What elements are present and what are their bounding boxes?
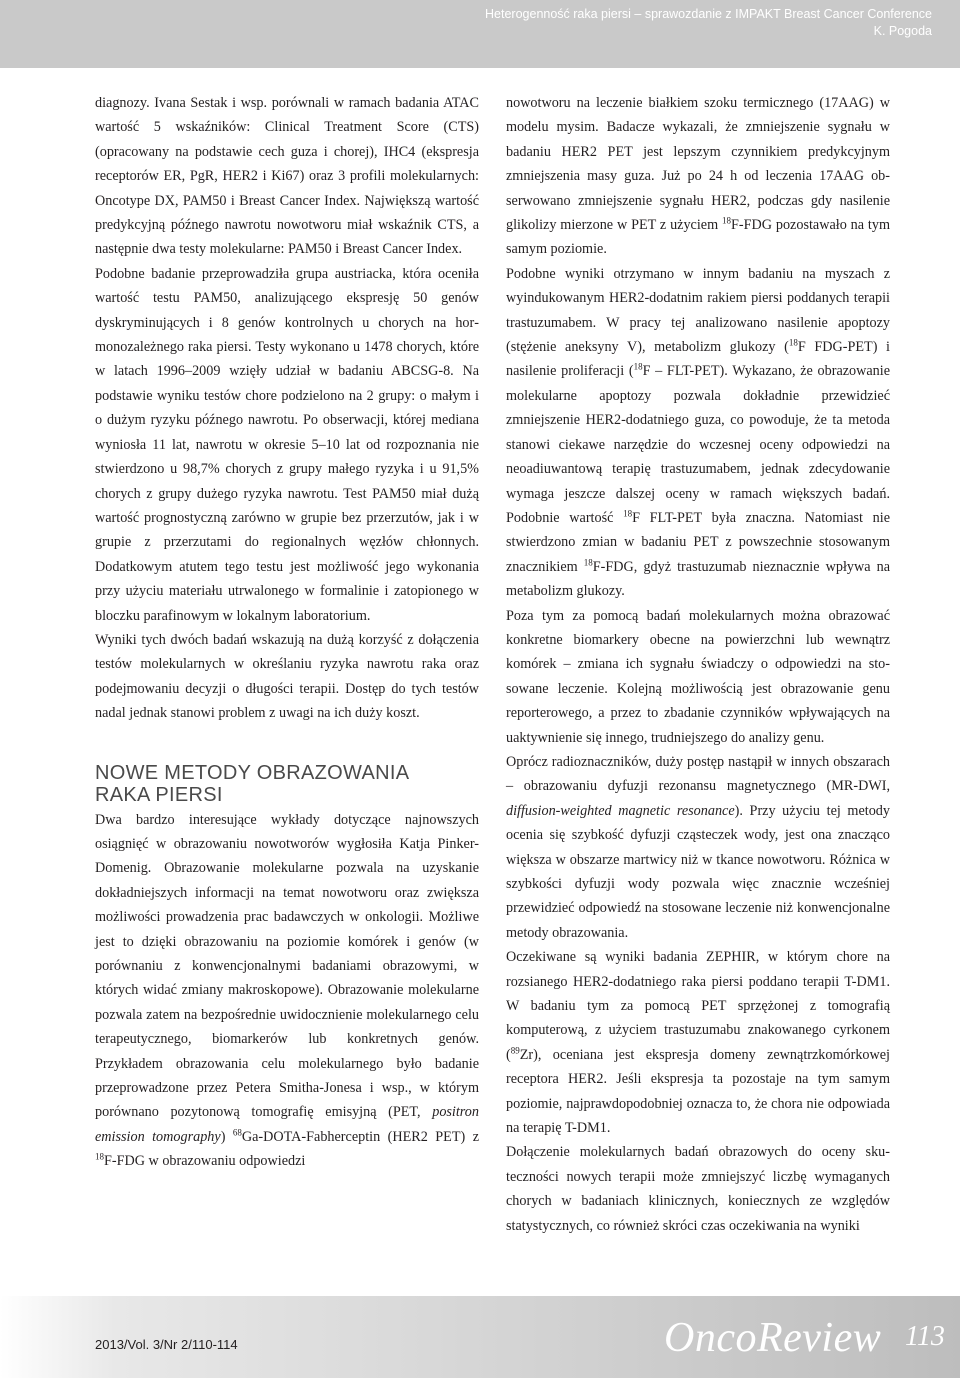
paragraph [506, 91, 890, 262]
right-column [506, 91, 890, 1238]
paragraph [506, 945, 890, 1140]
left-column [95, 91, 479, 1174]
italic-term: diffusion-weighted magnetic resonance [506, 802, 735, 819]
text-run: Oprócz radioznaczników, duży postęp nastąpił w innych obszarach – obrazowaniu dyfuzji rezonansu magnetycznego (MR-DWI, [506, 753, 890, 795]
page-number: 113 [905, 1321, 945, 1352]
journal-logo: OncoReview [664, 1315, 882, 1361]
text-run: F-FDG pozostawało na tym samym poziomie. [506, 217, 890, 258]
text-run: F FDG-PET) i nasilenie proliferacji ( [506, 339, 890, 380]
text-run: Zr), oceniana jest ekspresja domeny zewnątrzkomórkowej receptora HER2. Jeśli ekspresja ta pozostaje na tym samym poziomie, najprawdopodobniej oznacza to, że chora nie odpowiada na terapię T-DM1. [506, 1046, 890, 1137]
paragraph: Dołączenie molekularnych badań obrazowych do oceny skuteczności nowych terapii może zmniejszyć liczbę wymaganych chorych w badaniach klinicznych, koniecznych ze względów statystycznych, co również skróci czas oczekiwania na wyniki [506, 1144, 890, 1234]
paragraph: Podobne badanie przeprowadziła grupa austriacka, która oceniła wartość testu PAM50, analizującego ekspresję 50 genów dyskryminujących i 8 genów kontrolnych u chorych na hormonozależnego raka piersi. Testy wykonano u 1478 chorych, które w latach 1996–2009 wzięły udział w badaniu ABCSG-8. Na podstawie wyniku testów chore podzielono na 2 grupy: o małym i o dużym ryzyku późnego nawrotu. Po obserwacji, której mediana wyniosła 11 lat, nawrotu w okresie 5–10 lat od rozpoznania nie stwierdzono u 98,7% chorych z grupy małego ryzyka i u 91,5% chorych z grupy dużego ryzyka nawrotu. Test PAM50 miał dużą wartość prognostyczną zarówno w grupie bez przerzutów, jak i w grupie z przerzutami do regionalnych węzłów chłonnych. Dodatkowym atutem tego testu jest możliwość jego wykonania przy użyciu materiału utrwalonego w formalinie i zatopionego w bloczku parafinowym w lokalnym laboratorium. [95, 265, 479, 624]
text-run: Dwa bardzo interesujące wykłady dotyczące najnowszych osiągnięć w obrazowaniu nowotworów wygłosiła Katja Pinker-Domenig. Obrazowanie molekularne pozwala na uzyskanie dokładniejszych informacji na temat nowotworu oraz zwiększa możliwości prowadzenia prac badawczych w onkologii. Możliwe jest to dzięki obrazowaniu na poziomie komórek i genów (w porównaniu z konwencjonalnymi badaniami obrazowymi, w których widać zmiany makroskopowe). Obrazowanie molekularne pozwala zatem na bezpośrednie uwidocznienie molekularnego celu terapeutycznego, biomarkerów lub konkretnych genów. Przykładem obrazowania celu molekularnego było badanie przeprowadzone przez Petera Smitha-Jonesa i wsp., w którym porównano pozytonową tomografię emisyjną (PET, [95, 811, 479, 1121]
text-run: ) [220, 1128, 233, 1145]
paragraph: Poza tym za pomocą badań molekularnych można obrazować konkretne biomarkery obecne na powierzchni lub wewnątrz komórek – zmiana ich sygnału świadczy o odpowiedzi na stosowane leczenie. Kolejną możliwością jest obrazowanie genu reporterowego, a przez to zbadanie czynników wpływających na uaktywnienie się innego, trudniejszego do analizy genu. [506, 607, 890, 746]
text-run: F-FDG w obrazowaniu odpowiedzi [104, 1153, 306, 1170]
text-run: nowotworu na leczenie białkiem szoku termicznego (17AAG) w modelu mysim. Badacze wykazali, że zmniejszenie sygnału w badaniu HER2 PET jest lepszym czynnikiem predykcyjnym zmniejszenia masy guza. Już po 24 h od leczenia 17AAG obserwowano zmniejszenie sygnału HER2, podczas gdy nasilenie glikolizy mierzone w PET z użyciem [506, 95, 890, 234]
paragraph: diagnozy. Ivana Sestak i wsp. porównali w ramach badania ATAC wartość 5 wskaźników: Clinical Treatment Score (CTS) (opracowany na podstawie cech guza i chorej), IHC4 (ekspresja receptorów ER, PgR, HER2 i Ki67) oraz 3 profili molekularnych: Oncotype DX, PAM50 i Breast Cancer Index. Największą wartość predykcyjną późnego nawrotu nowotworu miał wskaźnik CTS, a następnie dwa testy molekularne: PAM50 i Breast Cancer Index. [95, 95, 479, 258]
page-header [0, 0, 960, 68]
isotope-superscript: 18 [633, 361, 643, 372]
issue-info: 2013/Vol. 3/Nr 2/110-114 [95, 1337, 238, 1352]
isotope-superscript: 18 [583, 556, 593, 567]
running-head-author: K. Pogoda [873, 24, 932, 38]
paragraph [506, 750, 890, 945]
isotope-superscript: 89 [510, 1045, 520, 1056]
page-footer [0, 1296, 960, 1378]
text-run: Oczekiwane są wyniki badania ZEPHIR, w którym chore na rozsianego HER2-dodatniego raka piersi poddano terapii T-DM1. W badaniu tym za pomocą PET sprzężonej z tomografią komputerową, z użyciem trastuzumabu znakowanego cyrkonem ( [506, 949, 890, 1063]
text-run: F – FLT-PET). Wykazano, że obrazowanie molekularne apoptozy pozwala dokładnie przewidzieć zmniejszenie HER2-dodatniego guza, co powoduje, że ta metoda stanowi ciekawe narzędzie do wczesnej oceny odpowiedzi na neoadiuwantową terapię trastuzumabem, jednak zdecydowanie wymaga jeszcze dalszej oceny w ramach większych badań. Podobnie wartość [506, 363, 891, 526]
isotope-superscript: 68 [232, 1127, 242, 1138]
text-run: Podobne wyniki otrzymano w innym badaniu na myszach z wyindukowanym HER2-dodatnim rakiem piersi poddanych terapii trastuzumabem. W pracy tej analizowano nasilenie apoptozy (stężenie aneksyny V), metabolizm glukozy ( [506, 265, 890, 356]
isotope-superscript: 18 [788, 337, 798, 348]
paragraph [506, 262, 890, 604]
section-heading-line2: RAKA PIERSI [95, 783, 223, 806]
section-heading [95, 762, 479, 806]
paragraph: Wyniki tych dwóch badań wskazują na dużą korzyść z dołączenia testów molekularnych w określaniu ryzyka nawrotu raka oraz podejmowaniu decyzji o długości terapii. Dostęp do tych testów nadal jednak stanowi problem z uwagi na ich duży koszt. [95, 631, 479, 722]
text-run: Ga-DOTA-Fabherceptin (HER2 PET) z [241, 1128, 479, 1145]
section-heading-line1: NOWE METODY OBRAZOWANIA [95, 761, 410, 784]
italic-term: positron emission tomography [95, 1104, 479, 1145]
running-head-title: Heterogenność raka piersi – sprawozdanie z IMPAKT Breast Cancer Conference [485, 7, 932, 21]
paragraph [95, 808, 479, 1174]
isotope-superscript: 18 [95, 1151, 104, 1162]
isotope-superscript: 18 [722, 215, 731, 226]
isotope-superscript: 18 [623, 508, 633, 519]
text-run: F-FDG, gdyż trastuzumab nieznacznie wpływa na metabolizm glukozy. [506, 558, 891, 600]
text-run: F FLT-PET była znaczna. Natomiast nie stwierdzono zmian w badaniu PET z powszechnie stosowanym znacznikiem [506, 509, 890, 575]
running-head [485, 6, 932, 40]
text-run: ). Przy użyciu tej metody ocenia się szybkość dyfuzji cząsteczek wody, jest ona znacząco większa w obszarze martwicy niż w tkance nowotworu. Różnica w szybkości dyfuzji wody pozwala więc znacznie wcześniej przewidzieć odpowiedź na stosowane leczenie niż konwencjonalne metody obrazowania. [506, 802, 890, 941]
